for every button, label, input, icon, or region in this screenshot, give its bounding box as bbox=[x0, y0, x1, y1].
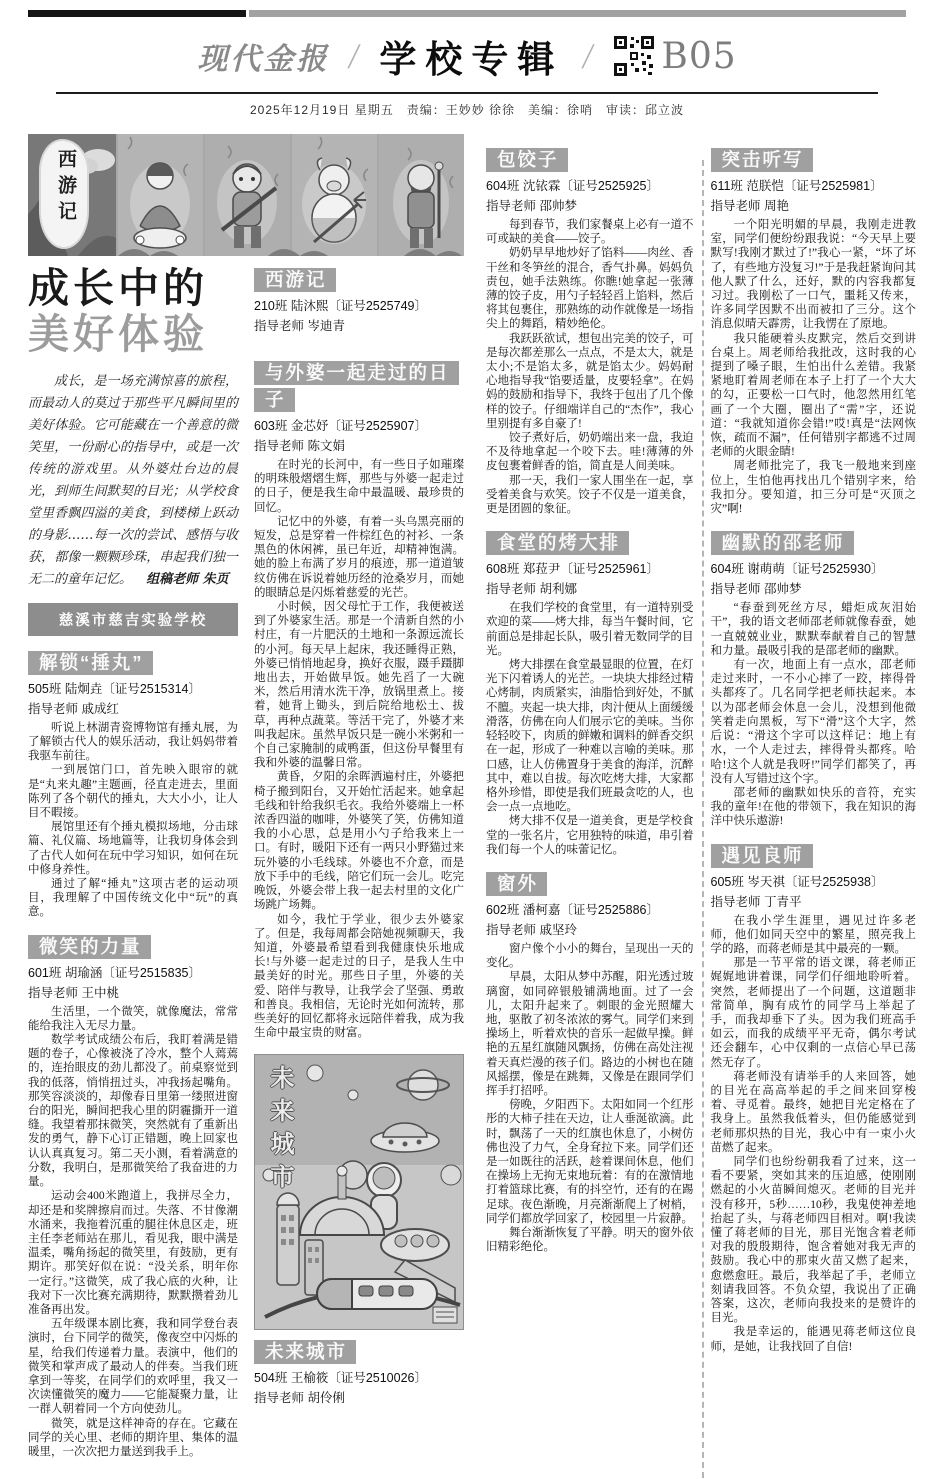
theme-intro-text: 成长，是一场充满惊喜的旅程，而最动人的莫过于那些平凡瞬间里的美好体验。它可能藏在一个善意的微笑里，一份耐心的指导中，或是一次传统的游戏里。从外婆灶台边的晨光，到师生间默契的目光；从学校食堂里香飘四溢的美食，到楼梯上跃动的身影……每一次的尝试、感悟与收获，都像一颗颗珍珠，串起我们独一无二的童年记忆。 bbox=[28, 373, 238, 587]
date-editors-line: 2025年12月19日 星期五 责编：王妙妙 徐徐 美编：徐哨 审读：邱立波 bbox=[249, 103, 685, 117]
article-paragraph: 烤大排不仅是一道美食，更是学校食堂的一张名片，它用独特的味道，串引着我们每一个人的味蕾记忆。 bbox=[486, 815, 694, 856]
article-teacher: 指导老师 胡利娜 bbox=[486, 582, 577, 597]
article-body bbox=[711, 914, 917, 1354]
article-paragraph: 我只能硬着头皮默完，然后交到讲台桌上。周老师给我批改，这时我的心提到了嗓子眼，生怕出什么差错。我紧紧地盯着周老师在本子上打了一个大大的勾，正要松一口气时，他忽然用红笔画了一个大圈，圈出了“需”字，还说道：“我就知道你会错!”哎!真是“法网恢恢，疏而不漏”，任何错别字都逃不过周老师的火眼金睛! bbox=[710, 332, 916, 459]
article-title-text: 遇见良师 bbox=[711, 844, 813, 868]
article-youmo-shaolaoshi bbox=[711, 529, 917, 828]
page-title: 学校专辑 bbox=[379, 39, 564, 80]
column-2 bbox=[254, 266, 464, 1459]
article-title bbox=[711, 842, 917, 869]
article-paragraph: 奶奶早早地炒好了馅料——肉丝、香干丝和冬笋丝的混合，香气扑鼻。妈妈负责包，她手法熟练。你瞧!她拿起一张薄薄的饺子皮，用勺子轻轻舀上馅料，然后将其包裹住，那熟练的动作就像是一场指尖上的舞蹈，精妙绝伦。 bbox=[486, 247, 694, 331]
article-title-text: 窗外 bbox=[486, 872, 547, 896]
article-body bbox=[711, 601, 917, 828]
top-rule-black bbox=[28, 10, 246, 17]
article-body bbox=[28, 1005, 238, 1460]
article-paragraph: 每到春节，我们家餐桌上必有一道不可或缺的美食——饺子。 bbox=[486, 219, 694, 246]
article-title bbox=[254, 359, 464, 413]
theme-intro bbox=[28, 371, 238, 591]
future-city-credit bbox=[254, 1338, 464, 1407]
column-divider-dashed bbox=[702, 160, 704, 1479]
article-body bbox=[28, 721, 238, 920]
article-paragraph: 那是一节平常的语文课，蒋老师正娓娓地讲着课，同学们仔细地聆听着。突然，老师提出了一个问题，这道题非常简单，胸有成竹的同学马上举起了手，而我却垂下了头。因为我们班高手如云，而我的成绩平平无奇，偶尔考试还会翻车，心中仅剩的一点信心早已荡然无存了。 bbox=[710, 957, 916, 1069]
article-byline: 608班 郑菈尹〔证号2525961〕 bbox=[486, 562, 659, 577]
article-title bbox=[711, 529, 917, 556]
article-paragraph: 在我们学校的食堂里，有一道特别受欢迎的菜——烤大排，每当午餐时间，它前面总是排起长队，吸引着无数同学的目光。 bbox=[486, 602, 694, 657]
article-tuji-tingxie bbox=[711, 146, 917, 516]
article-title-text: 微笑的力量 bbox=[28, 935, 151, 959]
theme-title bbox=[28, 266, 238, 358]
future-city-label: 未来城市 bbox=[266, 1065, 293, 1198]
article-body bbox=[711, 218, 917, 516]
article-yu-waipo bbox=[254, 359, 464, 1040]
article-weixiao-liliang bbox=[28, 933, 238, 1460]
masthead-rule bbox=[56, 92, 878, 94]
artwork-title-text: 西游记 bbox=[254, 268, 336, 292]
masthead-slash: / bbox=[346, 36, 363, 76]
xiyouji-credit bbox=[254, 266, 464, 335]
article-title-text: 突击听写 bbox=[711, 148, 813, 172]
article-paragraph: 舞台渐渐恢复了平静。明天的窗外依旧精彩绝伦。 bbox=[486, 1226, 694, 1254]
article-byline: 611班 范朕恺〔证号2525981〕 bbox=[710, 179, 883, 193]
article-body bbox=[486, 601, 694, 857]
column-1 bbox=[28, 266, 238, 1459]
article-paragraph: 五年级课本剧比赛，我和同学登台表演时，台下同学的微笑，像夜空中闪烁的星，给我们传递着力量。表演中，他们的微笑和掌声成了最动人的伴奏。当我们班拿到一等奖，在同学们的欢呼里，我又一次读懂微笑的魔力——它能凝聚力量，让一群人朝着同一个方向使劲儿。 bbox=[28, 1318, 238, 1416]
article-byline: 604班 谢萌萌〔证号2525930〕 bbox=[710, 562, 884, 577]
article-body bbox=[486, 218, 694, 516]
article-teacher: 指导老师 丁青平 bbox=[710, 894, 802, 909]
future-city-artwork bbox=[254, 1054, 464, 1330]
article-paragraph: 早晨，太阳从梦中苏醒，阳光透过玻璃窗，如同碎银般铺满地面。过了一会儿，太阳升起来了。刺眼的金光照耀大地，驱散了初冬浓浓的雾气。同学们来到操场上，听着欢快的音乐一起做早操。鲜艳的五星红旗随风飘扬，仿佛在高处注视着天真烂漫的孩子们。路边的小树也在随风摇摆，像是在跳舞，又像是在跟同学们挥手打招呼。 bbox=[486, 971, 694, 1097]
article-paragraph: 周老师批完了，我飞一般地来到座位上，生怕他再找出几个错别字来，给我扣分。要知道，扣三分可是“灭顶之灾”啊! bbox=[710, 460, 916, 516]
artwork-byline: 210班 陆沐熙〔证号2525749〕 bbox=[254, 299, 427, 313]
school-name-badge: 慈溪市慈吉实验学校 bbox=[28, 603, 238, 636]
article-paragraph: 展馆里还有个捶丸模拟场地，分击球篇、礼仪篇、场地篇等，让我切身体会到了古代人如何在玩中学习知识，如何在玩中修身养性。 bbox=[28, 821, 238, 876]
article-byline: 505班 陆炯垚〔证号2515314〕 bbox=[28, 681, 201, 696]
article-byline: 602班 潘柯嘉〔证号2525886〕 bbox=[486, 902, 659, 917]
masthead bbox=[0, 29, 934, 83]
column-3 bbox=[486, 134, 694, 1479]
article-paragraph: 邵老师的幽默如快乐的音符，充实我的童年!在他的带领下，我在知识的海洋中快乐遨游! bbox=[710, 786, 916, 828]
theme-title-line1: 成长中的 bbox=[28, 265, 208, 311]
article-paragraph: 在时光的长河中，有一些日子如璀璨的明珠般熠熠生辉，那些与外婆一起走过的日子，便是我生命中最温暖、最珍贵的回忆。 bbox=[254, 459, 464, 514]
qr-and-code bbox=[613, 35, 736, 77]
article-body bbox=[486, 942, 694, 1254]
article-yujian-liangshi bbox=[711, 842, 917, 1354]
article-teacher: 指导老师 邵帅梦 bbox=[710, 582, 802, 597]
masthead-slash: / bbox=[580, 36, 597, 76]
article-title bbox=[486, 870, 694, 897]
column-4 bbox=[711, 134, 917, 1479]
article-bao-jiaozi bbox=[486, 146, 694, 516]
article-paragraph: 在我小学生涯里，遇见过许多老师，他们如同天空中的繁星，照亮我上学的路，而蒋老师是其中最亮的一颗。 bbox=[710, 914, 916, 955]
article-teacher: 指导老师 周艳 bbox=[710, 199, 789, 213]
article-title-text: 食堂的烤大排 bbox=[486, 531, 629, 555]
article-paragraph: 生活里，一个微笑，就像魔法，常常能给我注入无尽力量。 bbox=[28, 1005, 238, 1032]
theme-intro-credit: 组稿老师 朱页 bbox=[146, 571, 229, 587]
article-teacher: 指导老师 陈文娟 bbox=[254, 439, 345, 453]
article-paragraph: 如今，我忙于学业，很少去外婆家了。但是，我每周都会陪她视频聊天，我知道，外婆最希望看到我健康快乐地成长!与外婆一起走过的日子，是我人生中最美好的时光。那些日子里，外婆的关爱、陪伴与教导，让我学会了坚强、勇敢和善良。我相信，无论时光如何流转，那些美好的回忆都将永远陪伴着我，成为我生命中最宝贵的财富。 bbox=[254, 913, 464, 1040]
artwork-teacher: 指导老师 岑迪青 bbox=[254, 319, 345, 333]
article-title bbox=[711, 146, 917, 173]
article-paragraph: 窗户像个小小的舞台，呈现出一天的变化。 bbox=[486, 942, 694, 970]
article-paragraph: 微笑，就是这样神奇的存在。它藏在同学的关心里、老师的期许里、集体的温暖里，一次次把力量送到我手上。 bbox=[28, 1417, 238, 1458]
xiyouji-painting bbox=[28, 134, 464, 256]
artwork-title-text: 未来城市 bbox=[254, 1340, 356, 1364]
artwork-byline: 504班 王榆筱〔证号2510026〕 bbox=[254, 1371, 427, 1386]
article-title-text: 包饺子 bbox=[486, 148, 568, 172]
article-paragraph: 有一次，地面上有一点水，邵老师走过来时，一不小心摔了一跤，摔得骨头都疼了。几名同学把老师扶起来。本以为邵老师会休息一会儿，没想到他微笑着走向黑板，写下“滑”这个大字，然后说：“滑这个字可以这样记：地上有水，一个人走过去，摔得骨头都疼。哈哈!这个人就是我呀!”同学们都笑了，再没有人写错过这个字。 bbox=[710, 659, 916, 785]
page-content bbox=[28, 134, 916, 1479]
article-title bbox=[486, 146, 694, 173]
top-rule-bars bbox=[28, 10, 906, 17]
page-number: B05 bbox=[661, 35, 737, 77]
article-paragraph: 那一天，我们一家人围坐在一起，享受着美食与欢笑。饺子不仅是一道美食，更是团圆的象征。 bbox=[486, 474, 694, 516]
paper-name: 现代金报 bbox=[197, 43, 330, 76]
xiyouji-artwork bbox=[28, 134, 464, 256]
article-paragraph: 黄昏，夕阳的余晖洒遍村庄，外婆把椅子搬到阳台，又开始忙活起来。她拿起毛线和针给我织毛衣。我给外婆端上一杯浓香四溢的咖啡，外婆笑了笑，仿佛知道我的小心思，总是用小勺子给我来上一口。有时，暖阳下还有一两只小野猫过来玩外婆的小毛线球。外婆也不介意，而是放下手中的毛线，陪它们玩一会儿。吃完晚饭，外婆会带上我一起去村里的文化广场跳广场舞。 bbox=[254, 771, 464, 912]
article-title-text: 解锁“捶丸” bbox=[28, 651, 153, 675]
article-paragraph: 烤大排摆在食堂最显眼的位置，在灯光下闪着诱人的光芒。一块块大排经过精心烤制，肉质紧实，油脂恰到好处，不腻不膻。夹起一块大排，肉汁便从上面缓缓滑落，仿佛在向人们展示它的美味。当你轻轻咬下，肉质的鲜嫩和调料的鲜香交织在一起，形成了一种难以言喻的美味。那口感，让人仿佛置身于美食的海洋，沉醉其中，难以自拔。每次吃烤大排，大家都格外珍惜，即使是我们班最贪吃的人，也会一点一点地吃。 bbox=[486, 659, 694, 814]
article-teacher: 指导老师 戚坚玲 bbox=[486, 922, 577, 937]
article-kaodapai bbox=[486, 529, 694, 857]
article-paragraph: 通过了解“捶丸”这项古老的运动项目，我理解了中国传统文化中“玩”的真意。 bbox=[28, 878, 238, 919]
artwork-teacher: 指导老师 胡伶俐 bbox=[254, 1391, 345, 1406]
top-rule-gray bbox=[249, 10, 906, 17]
article-byline: 603班 金芯妤〔证号2525907〕 bbox=[254, 419, 427, 433]
article-chuangwai bbox=[486, 870, 694, 1254]
artwork-title bbox=[254, 266, 464, 293]
article-paragraph: 蒋老师没有请举手的人来回答，她的目光在高高举起的手之间来回穿梭着、寻觅着。最终，她把目光定格在了我身上。虽然我低着头，但仍能感觉到老师那炽热的目光，我心中有一束小火苗燃了起来。 bbox=[710, 1070, 916, 1154]
article-title bbox=[486, 529, 694, 556]
left-column-pair bbox=[28, 134, 464, 1479]
article-title bbox=[28, 933, 238, 960]
article-title-text: 幽默的邵老师 bbox=[711, 531, 854, 555]
article-byline: 605班 岑天祺〔证号2525938〕 bbox=[710, 874, 884, 889]
article-paragraph: “春蚕到死丝方尽，蜡炬成灰泪始干”，我的语文老师邵老师就像春蚕，她一直兢兢业业，默默奉献着自己的智慧和力量。最吸引我的是邵老师的幽默。 bbox=[710, 602, 916, 657]
article-teacher: 指导老师 邵帅梦 bbox=[486, 199, 577, 213]
article-paragraph: 饺子煮好后，奶奶端出来一盘，我迫不及待地拿起一个咬下去。哇!薄薄的外皮包裹着鲜香的馅，简直是人间美味。 bbox=[486, 432, 694, 473]
article-title bbox=[28, 649, 238, 676]
article-body bbox=[254, 458, 464, 1040]
article-paragraph: 记忆中的外婆，有着一头乌黑亮丽的短发，总是穿着一件棕红色的衬衫、一条黑色的休闲裤，虽已年近，却精神饱满。她的脸上布满了岁月的痕迹，那一道道皱纹仿佛在诉说着她历经的沧桑岁月，而她的眼睛总是闪烁着慈爱的光芒。 bbox=[254, 515, 464, 599]
article-paragraph: 我是幸运的，能遇见蒋老师这位良师，是她，让我找回了自信! bbox=[710, 1326, 916, 1353]
article-paragraph: 同学们也纷纷朝我看了过来，这一看不要紧，突如其来的压迫感，使刚刚燃起的小火苗瞬间熄灭。老师的目光并没有移开，5秒……10秒，我鬼使神差地抬起了头，与蒋老师四目相对。啊!我读懂了蒋老师的目光，那目光饱含着老师对我的殷殷期待，饱含着她对我无声的鼓励。我心中的那束火苗又燃了起来，愈燃愈旺。最后，我举起了手，老师立刻请我回答。不负众望，我说出了正确答案，这次，老师向我投来的是赞许的目光。 bbox=[710, 1155, 916, 1325]
article-paragraph: 一到展馆门口，首先映入眼帘的就是“丸来丸趣”主题画，径直走进去，里面陈列了各个朝代的捶丸，大大小小，让人目不暇接。 bbox=[28, 764, 238, 820]
theme-title-line2: 美好体验 bbox=[28, 310, 208, 357]
article-byline: 601班 胡瑜涵〔证号2515835〕 bbox=[28, 965, 201, 980]
article-teacher: 指导老师 戚成红 bbox=[28, 701, 119, 716]
xiyouji-label: 西游记 bbox=[55, 149, 76, 227]
article-title-text: 与外婆一起走过的日子 bbox=[254, 361, 459, 412]
article-teacher: 指导老师 王中桃 bbox=[28, 985, 119, 1000]
article-jiesuo-chuiwan bbox=[28, 649, 238, 920]
article-paragraph: 小时候，因父母忙于工作，我便被送到了外婆家生活。那是一个清新自然的小村庄，有一片肥沃的土地和一条源远流长的小河。每天早上起床，我还睡得正熟，外婆已悄悄地起身，换好衣服，蹑手蹑脚地出去，开始做早饭。她先舀了一大碗米，然后用清水洗干净，放锅里煮上。接着，她背上锄头，到后院给地松土、拔草，再种点蔬菜。等活干完了，外婆才来叫我起床。虽然早饭只是一碗小米粥和一个自己家腌制的咸鸭蛋，但这份早餐里有我和外婆的温馨日常。 bbox=[254, 601, 464, 770]
article-paragraph: 数学考试成绩公布后，我盯着满是错题的卷子，心像被浇了冷水，整个人蔫蔫的，连抬眼皮的劲儿都没了。前桌察觉到我的低落，悄悄扭过头，冲我扬起嘴角。那笑容淡淡的，却像春日里第一缕照进窗台的阳光，瞬间把我心里的阴霾撕开一道缝。我望着那抹微笑，突然就有了重新出发的勇气，静下心订正错题，晚上回家也认认真真复习。第二天小测，看着满意的分数，我明白，是那微笑给了我奋进的力量。 bbox=[28, 1034, 238, 1189]
article-byline: 604班 沈铱霖〔证号2525925〕 bbox=[486, 179, 659, 193]
qr-code-icon bbox=[613, 35, 655, 77]
article-paragraph: 一个阳光明媚的早晨，我刚走进教室，同学们便纷纷跟我说：“今天早上要默写!我刚才默过了!”我心一紧，“坏了坏了，有些地方没复习!”于是我赶紧询问其他人默了什么，还好，默的内容我都复习过。我刚松了一口气，噩耗又传来，许多同学因默不出而被扣了三分。这个消息似晴天霹雳，让我愣在了原地。 bbox=[710, 219, 916, 331]
article-paragraph: 运动会400米跑道上，我拼尽全力，却还是和奖牌擦肩而过。失落、不甘像潮水涌来，我拖着沉重的腿往休息区走，班主任李老师站在那儿，看见我，眼中满是温柔，嘴角扬起的微笑里，有鼓励，更有期许。那笑好似在说：“没关系，明年你一定行。”这微笑，成了我心底的火种，让我对下一次比赛充满期待，默默攒着劲儿准备再出发。 bbox=[28, 1190, 238, 1316]
article-paragraph: 我跃跃欲试，想包出完美的饺子，可是每次都差那么一点点，不是太大，就是太小;不是馅太多，就是馅太少。妈妈耐心地指导我“馅要适量，皮要轻拿”。在妈妈的鼓励和指导下，我终于包出了几个像样的饺子。仔细端详自己的“杰作”，我心里别提有多自豪了! bbox=[486, 332, 694, 430]
artwork-title bbox=[254, 1338, 464, 1365]
article-paragraph: 傍晚，夕阳西下。太阳如同一个红彤彤的大柿子挂在天边，让人垂涎欲滴。此时，飘荡了一天的红旗也休息了，小树仿佛也没了力气，全身耷拉下来。同学们还是一如既往的活跃，趁着课间休息，他们在操场上无拘无束地玩着：有的在激情地打着篮球比赛，有的抖空竹，还有的在踢足球。夜色渐晚，月亮渐渐爬上了树梢，同学们都放学回家了，校园里一片寂静。 bbox=[486, 1099, 694, 1225]
article-paragraph: 听说上林湖青瓷博物馆有捶丸展，为了解锁古代人的娱乐活动，我让妈妈带着我驱车前往。 bbox=[28, 721, 238, 763]
